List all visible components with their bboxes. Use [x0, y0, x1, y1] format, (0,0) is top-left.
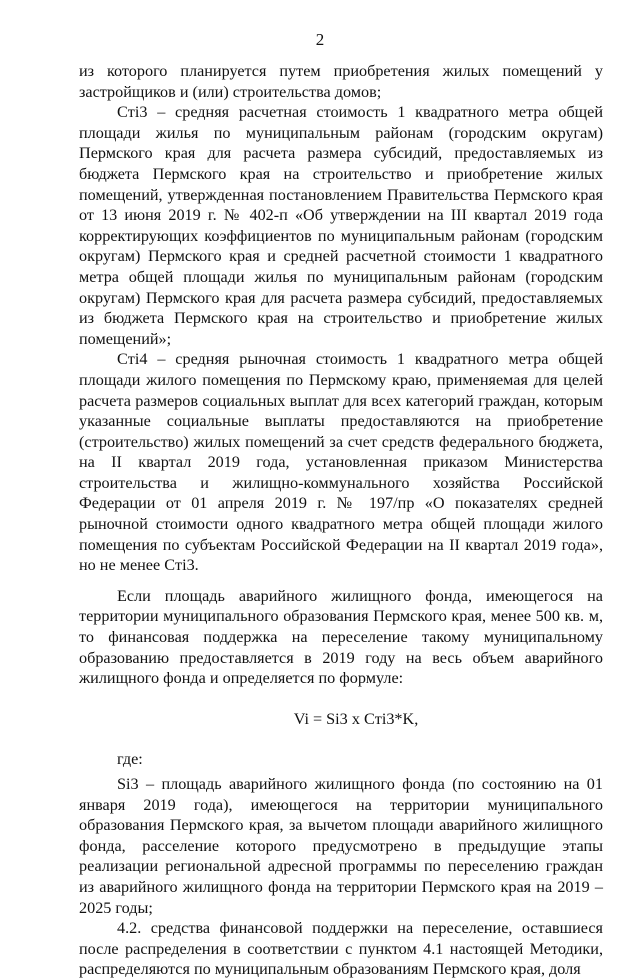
- paragraph-cti3-definition: Cтi3 – средняя расчетная стоимость 1 квадратного метра общей площади жилья по муниципальным районам (городским округам) Пермского края для расчета размера субсидий, предоставляемых из бюджета Пермского края на строительство и приобретение жилых помещений, утвержденная постановлением Правительства Пермского края от 13 июня 2019 г. № 402-п «Об утверждении на III квартал 2019 года корректирующих коэффициентов по муниципальным районам (городским округам) Пермского края и средней расчетной стоимости 1 квадратного метра общей площади жилья по муниципальным районам (городским округам) Пермского края для расчета размера субсидий, предоставляемых из бюджета Пермского края на строительство и приобретение жилых помещений»;: [79, 103, 603, 348]
- formula-where-label: где:: [117, 750, 143, 769]
- page-number: 2: [315, 30, 325, 49]
- paragraph-continuation: из которого планируется путем приобретения жилых помещений у застройщиков и (или) строительства домов;: [79, 62, 603, 101]
- paragraph-condition: Если площадь аварийного жилищного фонда, имеющегося на территории муниципального образования Пермского края, менее 500 кв. м, то финансовая поддержка на переселение такому муниципальному образованию предоставляется в 2019 году на весь объем аварийного жилищного фонда и определяется по формуле:: [79, 586, 603, 688]
- paragraph-section-4-2: 4.2. средства финансовой поддержки на переселение, оставшиеся после распределения в соответствии с пунктом 4.1 настоящей Методики, распределяются по муниципальным образованиям Пермского края, доля: [79, 919, 603, 979]
- formula: Vi = Si3 x Cтi3*K,: [293, 709, 419, 728]
- paragraph-cti4-definition: Cтi4 – средняя рыночная стоимость 1 квадратного метра общей площади жилого помещения по Пермскому краю, применяемая для целей расчета размеров социальных выплат для всех категорий граждан, которым указанные социальные выплаты предоставляются на приобретение (строительство) жилых помещений за счет средств федерального бюджета, на II квартал 2019 года, установленная приказом Министерства строительства и жилищно-коммунального хозяйства Российской Федерации от 01 апреля 2019 г. № 197/пр «О показателях средней рыночной стоимости одного квадратного метра общей площади жилого помещения по субъектам Российской Федерации на II квартал 2019 года», но не менее Cтi3.: [79, 350, 603, 575]
- document-body: [79, 61, 603, 980]
- paragraph-si3-definition: Si3 – площадь аварийного жилищного фонда (по состоянию на 01 января 2019 года), имеющегося на территории муниципального образования Пермского края, за вычетом площади аварийного жилищного фонда, расселение которого предусмотрено в предыдущие этапы реализации региональной адресной программы по переселению граждан из аварийного жилищного фонда на территории Пермского края на 2019 – 2025 годы;: [79, 775, 603, 917]
